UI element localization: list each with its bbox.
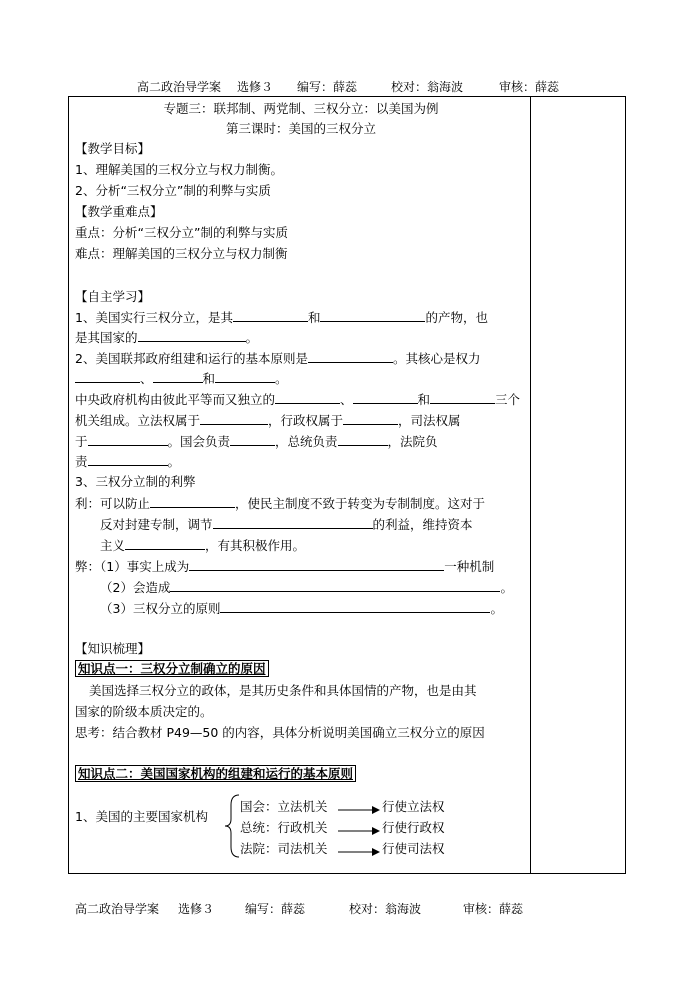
blank[interactable] [170,577,500,592]
question-2-line-2: 、 和 。 [75,368,288,388]
pros-line-3: 主义 ，有其积极作用。 [100,535,305,555]
blank[interactable] [125,535,205,550]
header-editor: 编写：薛蕊 [297,80,358,94]
header-reviewer: 审核：薛蕊 [499,80,560,94]
blank[interactable] [189,556,444,571]
goals-heading: 【教学目标】 [75,141,151,156]
goal-2: 2、分析“三权分立”制的利弊与实质 [75,183,271,198]
blank[interactable] [75,368,140,383]
header-proofreader: 校对：翁海波 [391,80,464,94]
blank[interactable] [220,598,490,613]
footer-proofreader: 校对：翁海波 [349,902,422,916]
question-2-line-6: 责 。 [75,451,180,471]
blank[interactable] [200,410,268,425]
question-2-line-1: 2、美国联邦政府组建和运行的基本原则是 。其核心是权力 [75,348,480,368]
arrow-right-icon [338,826,380,836]
kp1-text-line-2: 国家的阶级本质决定的。 [75,704,213,719]
footer-course: 高二政治导学案 [75,902,160,916]
blank[interactable] [88,431,168,446]
blank[interactable] [88,451,168,466]
power-legislative: 行使立法权 [382,799,445,814]
knowledge-point-1 [75,659,269,679]
goal-1: 1、理解美国的三权分立与权力制衡。 [75,162,283,177]
question-1-line-1: 1、美国实行三权分立，是其 和 的产物，也 [75,307,488,327]
blank[interactable] [338,431,388,446]
blank[interactable] [233,307,308,322]
key-heading: 【教学重难点】 [75,204,163,219]
cons-line-2: （2）会造成 。 [100,577,513,597]
kp1-text-line-1: 美国选择三权分立的政体，是其历史条件和具体国情的产物，也是由其 [89,683,477,698]
cons-line-1: 弊：（1）事实上成为 一种机制 [75,556,494,576]
blank[interactable] [353,389,418,404]
header-course: 高二政治导学案 [137,80,222,94]
blank[interactable] [308,348,393,363]
power-executive: 行使行政权 [382,820,445,835]
organs-label: 1、美国的主要国家机构 [75,809,208,824]
lesson-title: 第三课时：美国的三权分立 [225,121,376,136]
organ-president: 总统：行政机关 [240,820,328,835]
review-heading: 【知识梳理】 [75,641,151,656]
blank[interactable] [430,389,495,404]
difficult-point: 难点：理解美国的三权分立与权力制衡 [75,246,288,261]
blank[interactable] [138,327,246,342]
footer-module: 选修３ [178,902,215,916]
question-2-line-4: 机关组成。立法权属于 ，行政权属于 ，司法权属 [75,410,461,430]
blank[interactable] [230,431,275,446]
blank[interactable] [153,368,203,383]
power-judicial: 行使司法权 [382,841,445,856]
blank[interactable] [320,307,425,322]
kp1-think: 思考：结合教材 P49—50 的内容，具体分析说明美国确立三权分立的原因 [75,725,485,740]
self-study-heading: 【自主学习】 [75,289,151,304]
kp2-title: 知识点二：美国国家机构的组建和运行的基本原则 [75,765,356,782]
pros-line-1: 利：可以防止 ，使民主制度不致于转变为专制制度。这对于 [75,493,485,513]
pros-line-2: 反对封建专制，调节 的利益，维持资本 [100,514,473,534]
arrow-right-icon [338,805,380,815]
knowledge-point-2 [75,764,356,784]
topic-title: 专题三：联邦制、两党制、三权分立：以美国为例 [163,101,439,116]
top-header [0,78,696,94]
footer-reviewer: 审核：薛蕊 [463,902,524,916]
blank[interactable] [275,389,340,404]
footer-editor: 编写：薛蕊 [245,902,306,916]
question-2-line-5: 于 。国会负责 ，总统负责 ，法院负 [75,431,438,451]
question-2-line-3: 中央政府机构由彼此平等而又独立的 、 和 三个 [75,389,520,409]
kp1-title: 知识点一：三权分立制确立的原因 [75,660,269,677]
organ-congress: 国会：立法机关 [240,799,328,814]
header-module: 选修３ [237,80,274,94]
arrow-right-icon [338,847,380,857]
bottom-header [0,900,696,916]
question-3: 3、三权分立制的利弊 [75,474,196,489]
blank[interactable] [215,368,275,383]
question-1-line-2: 是其国家的 。 [75,327,258,347]
blank[interactable] [150,493,235,508]
cons-line-3: （3）三权分立的原则 。 [100,598,503,618]
key-point: 重点：分析“三权分立”制的利弊与实质 [75,225,288,240]
blank[interactable] [213,514,373,529]
notes-column-divider [530,96,531,874]
organ-court: 法院：司法机关 [240,841,328,856]
blank[interactable] [343,410,398,425]
